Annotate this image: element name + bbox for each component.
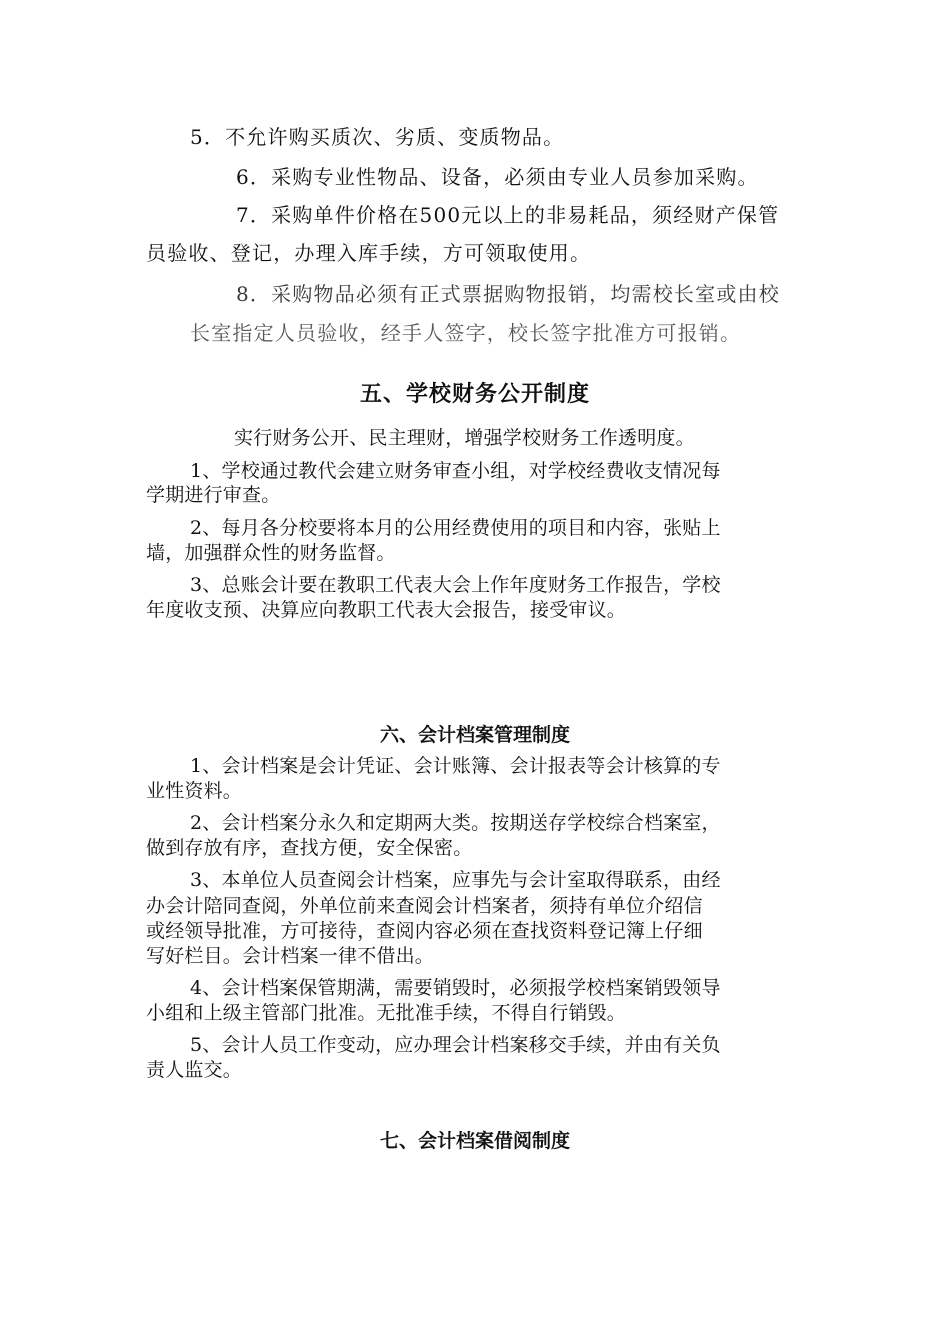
section-6-p5-line-2: 责人监交。 [146,1059,243,1081]
procurement-item-7-line-1: 7．采购单件价格在500元以上的非易耗品，须经财产保管 [236,203,780,227]
section-6-p5-line-1: 5、会计人员工作变动，应办理会计档案移交手续，并由有关负 [190,1034,721,1056]
section-5-p3-line-2: 年度收支预、决算应向教职工代表大会报告，接受审议。 [146,599,627,621]
section-5-p3-line-1: 3、总账会计要在教职工代表大会上作年度财务工作报告，学校 [190,574,721,596]
section-5-intro: 实行财务公开、民主理财，增强学校财务工作透明度。 [234,427,695,449]
section-6-p2-line-1: 2、会计档案分永久和定期两大类。按期送存学校综合档案室， [190,812,721,834]
section-5-p1-line-1: 1、学校通过教代会建立财务审查小组，对学校经费收支情况每 [190,460,721,482]
section-6-p2-line-2: 做到存放有序，查找方便，安全保密。 [146,837,473,859]
section-5-p1-line-2: 学期进行审查。 [146,484,281,506]
procurement-item-8-line-2: 长室指定人员验收，经手人签字，校长签字批准方可报销。 [190,321,742,345]
section-6-p4-line-1: 4、会计档案保管期满，需要销毁时，必须报学校档案销毁领导 [190,977,721,999]
section-5-title: 五、学校财务公开制度 [359,382,590,407]
section-6-p4-line-2: 小组和上级主管部门批准。无批准手续，不得自行销毁。 [146,1002,627,1024]
section-5-p2-line-2: 墙，加强群众性的财务监督。 [146,542,396,564]
section-6-title: 六、会计档案管理制度 [379,724,570,746]
section-6-p1-line-2: 业性资料。 [146,780,243,802]
section-6-p3-line-4: 写好栏目。会计档案一律不借出。 [146,945,435,967]
section-6-p3-line-2: 办会计陪同查阅，外单位前来查阅会计档案者，须持有单位介绍信 [146,895,703,917]
procurement-item-6: 6．采购专业性物品、设备，必须由专业人员参加采购。 [236,165,759,189]
section-7-title: 七、会计档案借阅制度 [379,1130,570,1152]
section-5-p2-line-1: 2、每月各分校要将本月的公用经费使用的项目和内容，张贴上 [190,517,721,539]
procurement-item-8-line-1: 8．采购物品必须有正式票据购物报销，均需校长室或由校 [236,282,780,306]
section-6-p1-line-1: 1、会计档案是会计凭证、会计账簿、会计报表等会计核算的专 [190,755,721,777]
section-6-p3-line-3: 或经领导批准，方可接待，查阅内容必须在查找资料登记簿上仔细 [146,920,703,942]
section-6-p3-line-1: 3、本单位人员查阅会计档案，应事先与会计室取得联系，由经 [190,869,721,891]
procurement-item-5: 5．不允许购买质次、劣质、变质物品。 [190,125,565,149]
procurement-item-7-line-2: 员验收、登记，办理入库手续，方可领取使用。 [146,241,592,265]
